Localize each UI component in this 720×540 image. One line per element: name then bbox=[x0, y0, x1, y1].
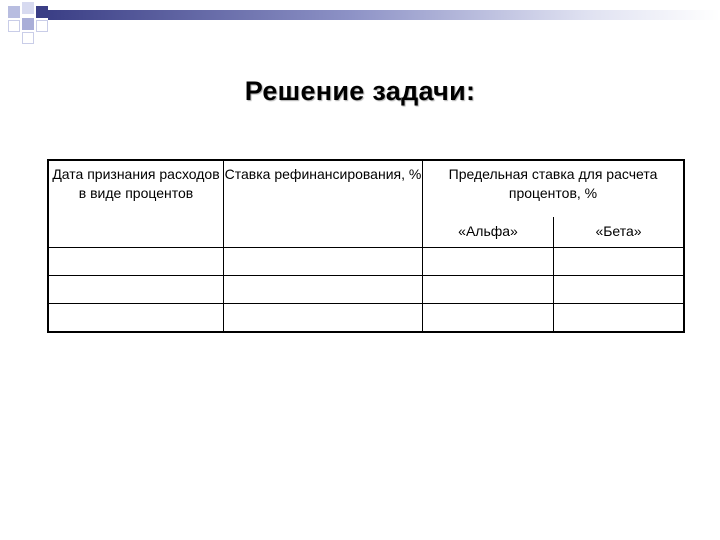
table-cell[interactable] bbox=[554, 276, 685, 304]
table-cell[interactable] bbox=[423, 248, 554, 276]
decor-square bbox=[36, 20, 48, 32]
column-header-rate: Ставка рефинансирования, % bbox=[224, 160, 423, 248]
decor-square bbox=[22, 18, 34, 30]
table-cell[interactable] bbox=[554, 248, 685, 276]
decor-square bbox=[36, 6, 48, 18]
table-cell[interactable] bbox=[423, 276, 554, 304]
table-row bbox=[48, 248, 684, 276]
column-header-beta: «Бета» bbox=[554, 217, 685, 248]
table-cell[interactable] bbox=[48, 248, 224, 276]
table-cell[interactable] bbox=[554, 304, 685, 333]
decor-square bbox=[22, 2, 34, 14]
table-cell[interactable] bbox=[224, 304, 423, 333]
decor-square bbox=[8, 20, 20, 32]
column-header-date: Дата признания расходов в виде процентов bbox=[48, 160, 224, 248]
decor-square bbox=[8, 6, 20, 18]
table-cell[interactable] bbox=[224, 248, 423, 276]
column-header-alfa: «Альфа» bbox=[423, 217, 554, 248]
data-table bbox=[47, 159, 685, 333]
table-header-row bbox=[48, 160, 684, 217]
header-gradient-bar bbox=[48, 10, 720, 20]
decor-square bbox=[22, 32, 34, 44]
table-cell[interactable] bbox=[224, 276, 423, 304]
slide-title: Решение задачи: bbox=[244, 76, 476, 106]
table-cell[interactable] bbox=[423, 304, 554, 333]
table-cell[interactable] bbox=[48, 276, 224, 304]
table-row bbox=[48, 276, 684, 304]
table-cell[interactable] bbox=[48, 304, 224, 333]
table-row bbox=[48, 304, 684, 333]
column-group-header-limit-rate: Предельная ставка для расчета процентов, % bbox=[423, 160, 685, 217]
